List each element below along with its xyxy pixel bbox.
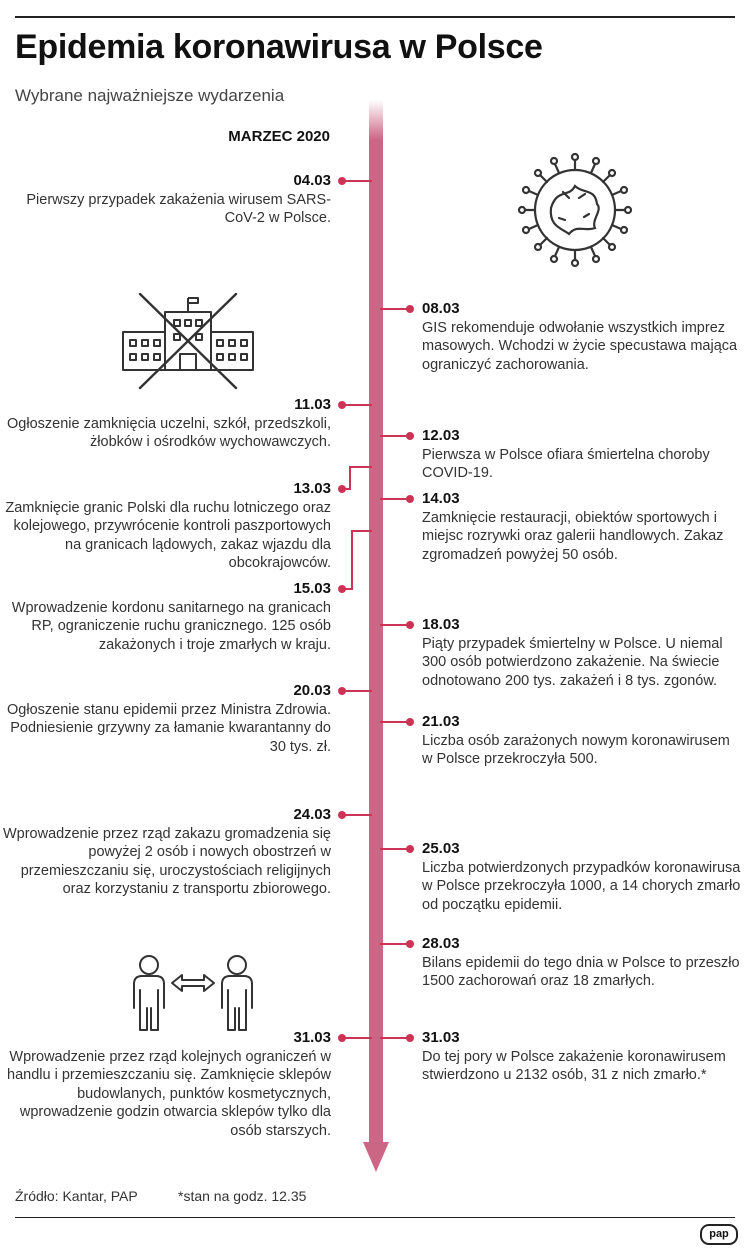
event-date: 31.03 — [293, 1029, 331, 1046]
event-text: Ogłoszenie zamknięcia uczelni, szkół, przedszkoli, żłobków i ośrodków wychowawczych. — [7, 415, 331, 450]
connector-line — [380, 1037, 408, 1039]
event-date: 15.03 — [293, 580, 331, 597]
connector-line — [380, 624, 408, 626]
event-right-2103 — [422, 713, 742, 769]
connector-line — [351, 530, 353, 590]
event-text: Liczba potwierdzonych przypadków koronawirusa w Polsce przekroczyła 1000, a 14 chorych zmarło od początku epidemii. — [422, 859, 741, 913]
connector-line — [380, 721, 408, 723]
event-text: Pierwszy przypadek zakażenia wirusem SARS-CoV-2 w Polsce. — [26, 191, 331, 226]
event-text: Liczba osób zarażonych nowym koronawirusem w Polsce przekroczyła 500. — [422, 732, 730, 767]
event-date: 18.03 — [422, 616, 460, 633]
event-date: 11.03 — [294, 396, 331, 413]
event-date: 21.03 — [422, 713, 460, 730]
event-date: 28.03 — [422, 935, 460, 952]
footnote: *stan na godz. 12.35 — [178, 1188, 307, 1204]
event-left-3103 — [1, 1029, 331, 1140]
event-left-1503 — [1, 580, 331, 654]
connector-line — [342, 404, 372, 406]
event-right-3103 — [422, 1029, 742, 1085]
event-date: 08.03 — [422, 300, 460, 317]
event-text: Do tej pory w Polsce zakażenie koronawirusem stwierdzono u 2132 osób, 31 z nich zmarło.* — [422, 1048, 726, 1083]
timeline-axis — [369, 100, 383, 1145]
connector-line — [380, 435, 408, 437]
event-left-1303 — [1, 480, 331, 573]
event-right-0803 — [422, 300, 742, 374]
connector-line — [351, 530, 372, 532]
connector-line — [380, 308, 408, 310]
event-date: 14.03 — [422, 490, 460, 507]
event-text: Wprowadzenie kordonu sanitarnego na granicach RP, ograniczenie ruchu granicznego. 125 osób zakażonych i troje zmarłych w kraju. — [11, 599, 331, 653]
connector-line — [380, 848, 408, 850]
connector-line — [380, 943, 408, 945]
month-label: MARZEC 2020 — [228, 128, 330, 145]
event-date: 31.03 — [422, 1029, 460, 1046]
top-rule — [15, 16, 735, 18]
page-subtitle: Wybrane najważniejsze wydarzenia — [15, 86, 285, 105]
event-right-2803 — [422, 935, 742, 991]
event-left-1103 — [1, 396, 331, 452]
event-text: Ogłoszenie stanu epidemii przez Ministra Zdrowia. Podniesienie grzywny za łamanie kwarantanny do 30 tys. zł. — [7, 701, 331, 755]
event-left-0403 — [1, 172, 331, 228]
event-text: GIS rekomenduje odwołanie wszystkich imprez masowych. Wchodzi w życie specustawa mająca ograniczyć zachorowania. — [422, 319, 738, 373]
event-left-2403 — [1, 806, 331, 899]
school-closed-icon — [118, 292, 258, 392]
event-date: 04.03 — [293, 172, 331, 189]
event-text: Zamknięcie granic Polski dla ruchu lotniczego oraz kolejowego, przywrócenie kontroli paszportowych na granicach lądowych, zakaz wjazdu dla obcokrajowców. — [5, 499, 331, 571]
event-right-1403 — [422, 490, 742, 564]
source-note: Źródło: Kantar, PAP — [15, 1188, 138, 1204]
connector-line — [342, 180, 372, 182]
event-text: Wprowadzenie przez rząd kolejnych ograniczeń w handlu i przemieszczaniu się. Zamknięcie sklepów budowlanych, punktów kosmetycznych, wprowadzenie godzin otwarcia sklepów tylko dla osób starszych. — [7, 1048, 331, 1139]
connector-line — [380, 498, 408, 500]
event-text: Pierwsza w Polsce ofiara śmiertelna choroby COVID-19. — [422, 446, 710, 481]
event-left-2003 — [1, 682, 331, 756]
bottom-rule — [15, 1217, 735, 1218]
event-text: Piąty przypadek śmiertelny w Polsce. U niemal 300 osób potwierdzono zakażenie. Na świecie odnotowano 200 tys. zakażeń i 8 tys. zgonów. — [422, 635, 723, 689]
connector-line — [342, 690, 372, 692]
virus-icon — [505, 148, 645, 273]
event-text: Zamknięcie restauracji, obiektów sportowych i miejsc rozrywki oraz galerii handlowych. Zakaz zgromadzeń powyżej 50 osób. — [422, 509, 724, 563]
event-date: 12.03 — [422, 427, 460, 444]
connector-line — [349, 466, 372, 468]
pap-logo: pap — [700, 1224, 738, 1245]
connector-line — [342, 814, 372, 816]
connector-line — [349, 466, 351, 490]
timeline-arrowhead — [363, 1142, 389, 1172]
page-title: Epidemia koronawirusa w Polsce — [15, 28, 543, 66]
event-date: 13.03 — [293, 480, 331, 497]
event-text: Wprowadzenie przez rząd zakazu gromadzenia się powyżej 2 osób i nowych obostrzeń w przemieszczaniu się, uroczystościach religijnych oraz korzystaniu z transportu zbiorowego. — [2, 825, 331, 897]
connector-line — [342, 1037, 372, 1039]
event-right-2503 — [422, 840, 742, 914]
event-date: 25.03 — [422, 840, 460, 857]
event-text: Bilans epidemii do tego dnia w Polsce to przeszło 1500 zachorowań oraz 18 zmarłych. — [422, 954, 740, 989]
event-date: 24.03 — [293, 806, 331, 823]
event-date: 20.03 — [293, 682, 331, 699]
social-distancing-icon — [122, 950, 262, 1035]
event-right-1803 — [422, 616, 742, 690]
event-right-1203 — [422, 427, 742, 483]
